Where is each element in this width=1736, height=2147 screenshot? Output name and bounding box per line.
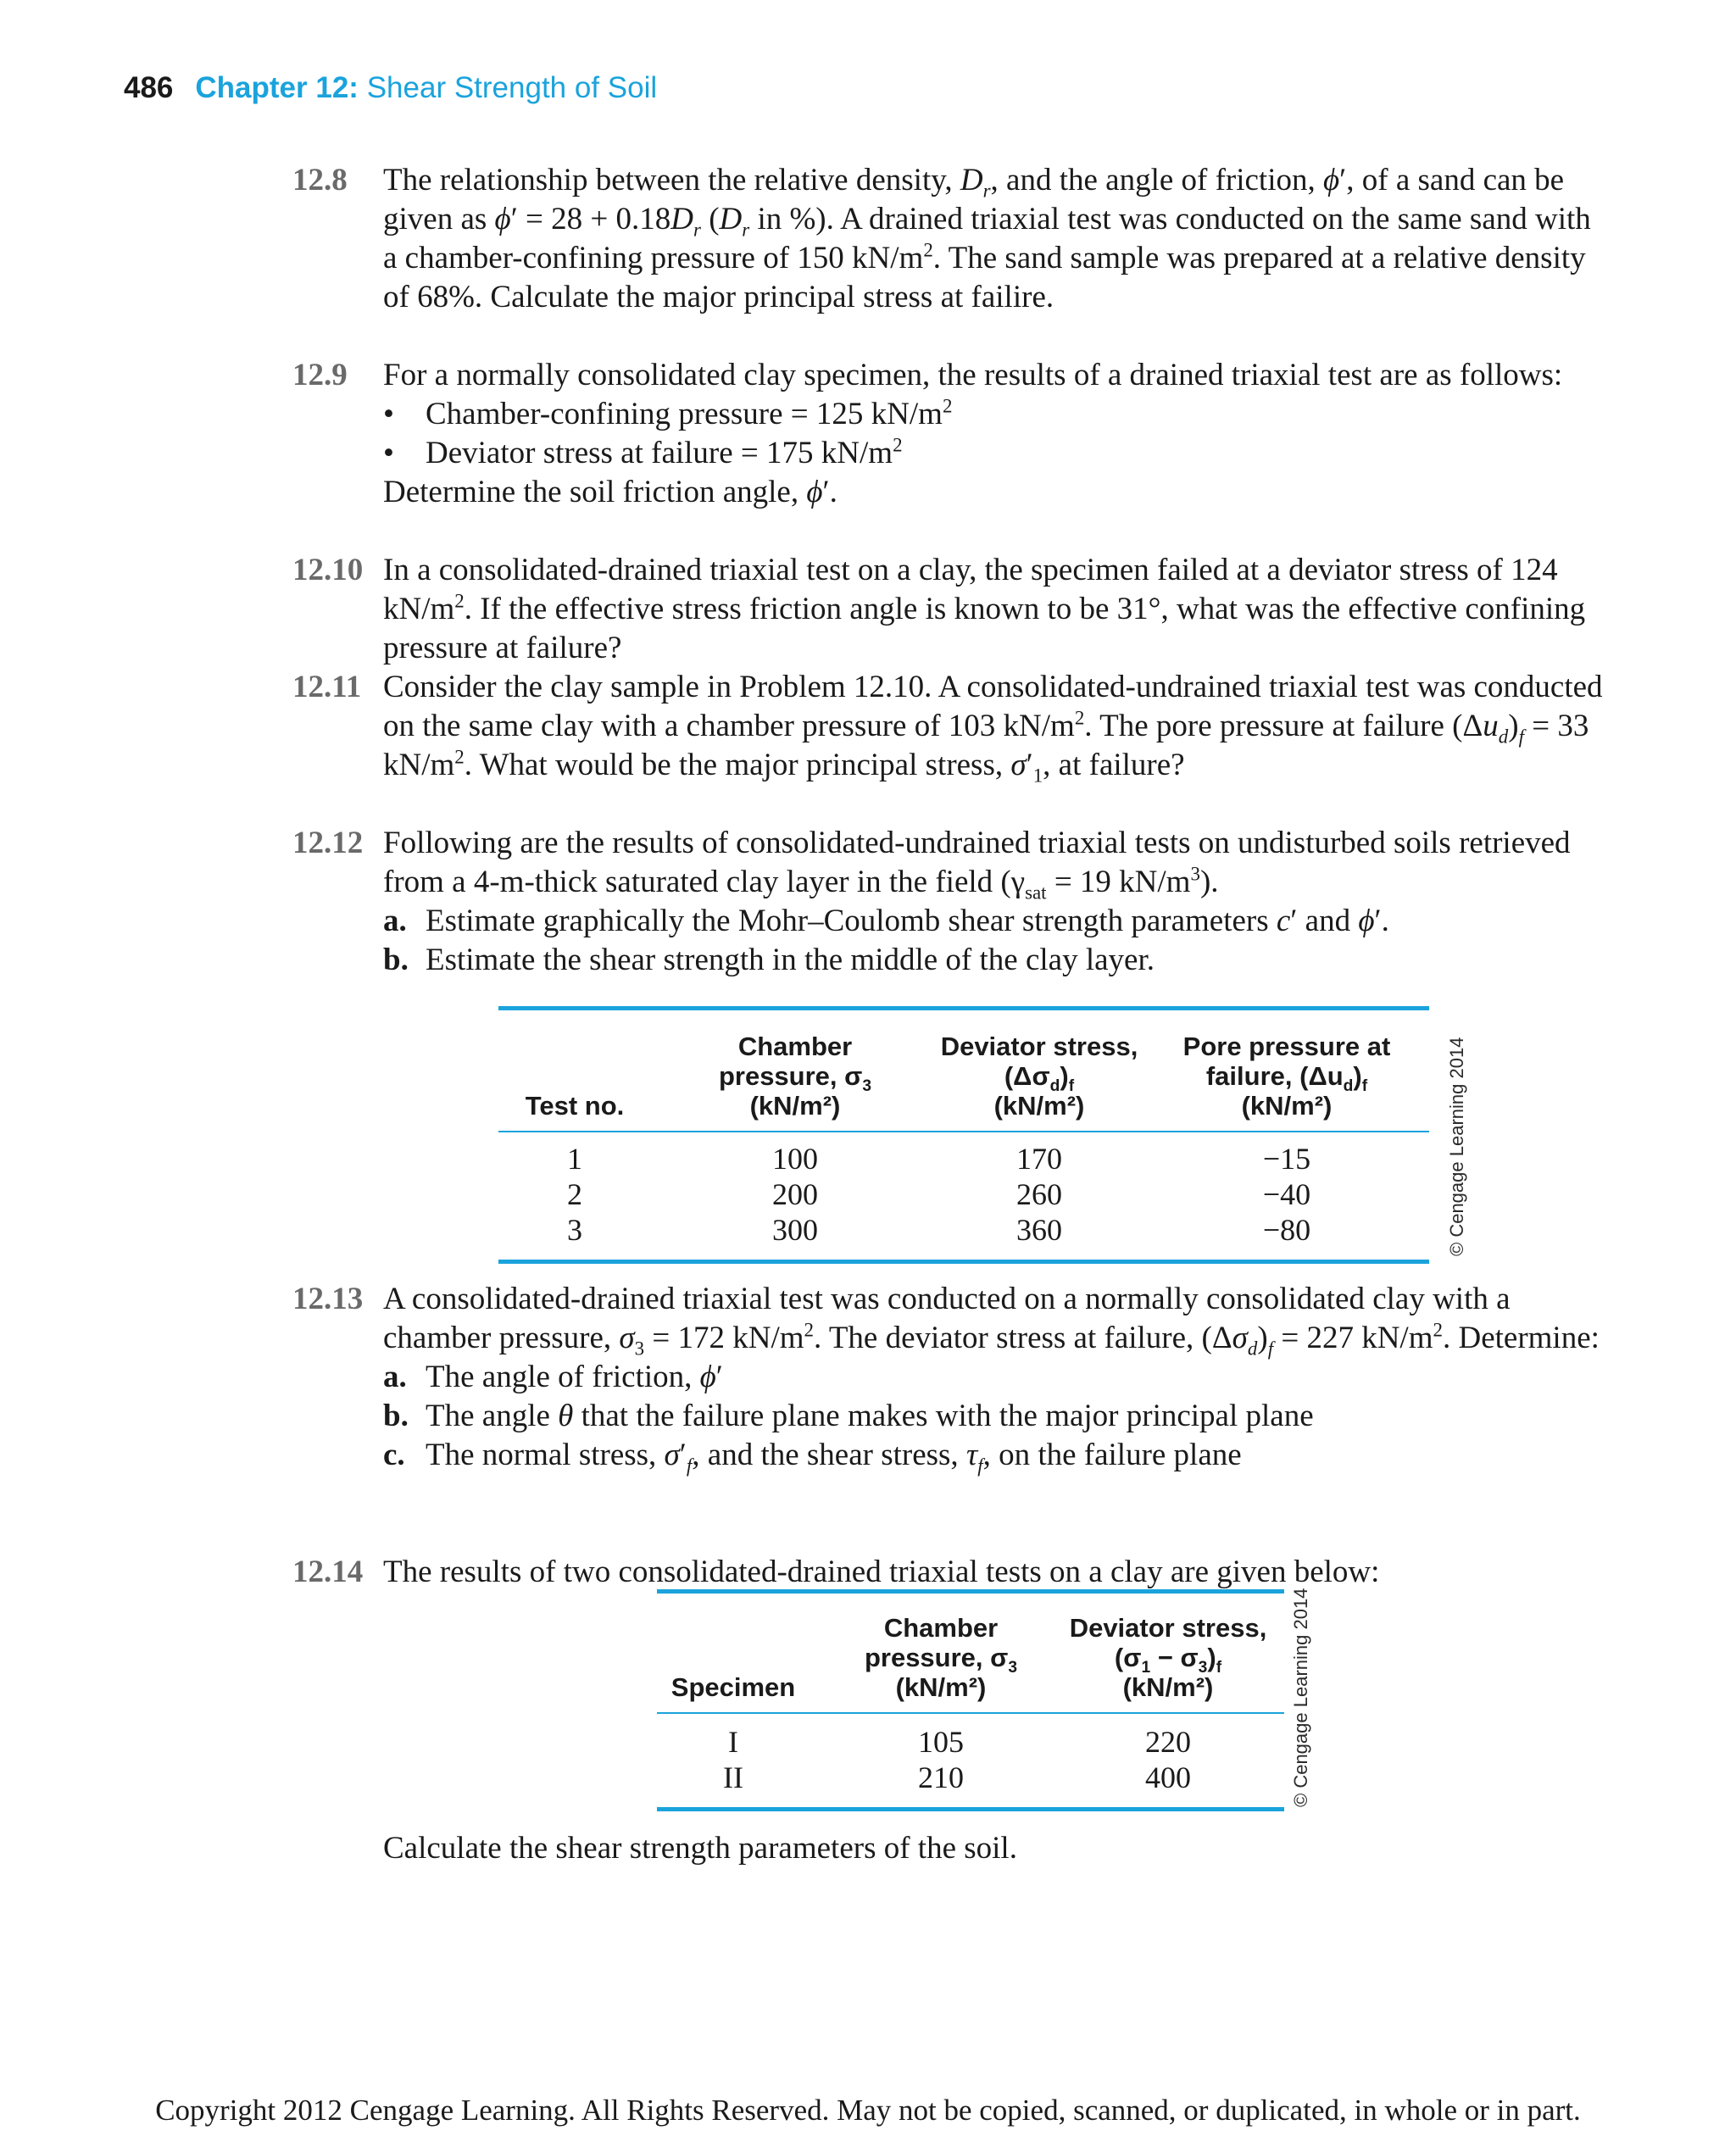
table-body <box>498 1132 1429 1260</box>
table-header <box>657 1594 1284 1714</box>
problem-number: 12.9 <box>292 358 348 392</box>
problem-number: 12.8 <box>292 163 348 197</box>
column-header: Deviator stress, $(\sigma_1 - \sigma_3)_f$ (kN/m²) <box>1069 1613 1267 1702</box>
problem-text: Following are the results of consolidated-undrained triaxial tests on undisturbed soils retrieved from a 4-m-thick saturated clay layer in the field ($\gamma_{sat} = 19$ $kN/m^3$). <box>383 826 1571 904</box>
problem-12-12 <box>292 824 1604 980</box>
table-row: 3 300 360 −80 <box>567 1213 1311 1247</box>
table-row: 2 200 260 −40 <box>567 1177 1311 1211</box>
closing-instruction: Calculate the shear strength parameters of the soil. <box>383 1831 1017 1866</box>
problem-text: The results of two consolidated-drained triaxial tests on a clay are given below: <box>383 1555 1380 1589</box>
column-header: Chamber pressure, $\sigma_3$ (kN/m²) <box>864 1613 1018 1702</box>
list-item: a. Estimate graphically the Mohr–Coulomb shear strength parameters c′ and ϕ′. <box>383 904 1389 938</box>
table-row: II 210 400 <box>723 1760 1191 1794</box>
problem-number: 12.12 <box>292 826 364 860</box>
table-header <box>498 1010 1429 1132</box>
column-header: Deviator stress, $(\Delta\sigma_d)_f$ (kN/m²) <box>940 1032 1138 1121</box>
problem-number: 12.10 <box>292 553 364 587</box>
problem-text: A consolidated-drained triaxial test was conducted on a normally consolidated clay with a chamber pressure, $\sigma_3 = 172$ $kN/m^2$. The deviator stress at failure, $(\Delta\sigma_d)_f = 227$ $kN/m^2$. Determine: <box>383 1282 1600 1360</box>
problem-text: The relationship between the relative density, $D_r$, and the angle of friction, ϕ′, of a sand can be given as $\phi' = 28 + 0.18D_r$ ($D_r$ in %). A drained triaxial test was conducted on the same sand with a chamber-confining pressure of 150 $kN/m^2$. The sand sample was prepared at a relative density of 68%. Calculate the major principal stress at failire. <box>383 163 1591 314</box>
table-row: 1 100 170 −15 <box>567 1142 1311 1176</box>
column-header: Specimen <box>670 1672 796 1702</box>
list-item: b. Estimate the shear strength in the middle of the clay layer. <box>383 943 1155 977</box>
problem-12-11 <box>292 668 1604 787</box>
problem-text: Consider the clay sample in Problem 12.10. A consolidated-undrained triaxial test was conducted on the same clay with a chamber pressure of 103 $kN/m^2$. The pore pressure at failure $(\Delta u_d)_f = 33$ $kN/m^2$. What would be the major principal stress, $\sigma'_1$, at failure? <box>383 670 1603 787</box>
problem-number: 12.14 <box>292 1555 364 1589</box>
list-item: • Chamber-confining pressure = 125 $kN/m^2$ <box>383 395 1604 434</box>
running-header <box>124 71 657 105</box>
list-item: a. The angle of friction, ϕ′ <box>383 1360 723 1394</box>
problem-12-9 <box>292 356 1604 512</box>
problem-number: 12.11 <box>292 670 362 704</box>
problem-number: 12.13 <box>292 1282 364 1316</box>
chapter-label: Chapter 12: <box>195 71 359 104</box>
table-12-12 <box>498 1006 1429 1264</box>
problem-12-13 <box>292 1280 1604 1477</box>
problem-text: For a normally consolidated clay specimen, the results of a drained triaxial test are as follows: <box>383 358 1563 392</box>
list-item: c. The normal stress, $\sigma'_f$, and the shear stress, $\tau_f$, on the failure plane <box>383 1438 1242 1477</box>
list-item: b. The angle θ that the failure plane makes with the major principal plane <box>383 1399 1314 1433</box>
table-row: I 105 220 <box>728 1725 1191 1759</box>
copyright-footer: Copyright 2012 Cengage Learning. All Rights Reserved. May not be copied, scanned, or duplicated, in whole or in part. <box>155 2094 1581 2127</box>
page-number: 486 <box>124 71 174 104</box>
table-12-14 <box>657 1589 1284 1811</box>
problem-12-14 <box>292 1553 1604 1592</box>
list-item: • Deviator stress at failure = 175 $kN/m^2$ <box>383 434 1604 473</box>
column-header: Test no. <box>525 1091 625 1121</box>
problem-12-10 <box>292 551 1604 668</box>
problem-12-8 <box>292 161 1604 317</box>
copyright-credit: © Cengage Learning 2014 <box>1446 1037 1467 1256</box>
chapter-title: Shear Strength of Soil <box>366 71 658 104</box>
problem-question: Determine the soil friction angle, ϕ′. <box>383 475 837 509</box>
column-header: Pore pressure at failure, $(\Delta u_d)_f$ (kN/m²) <box>1182 1032 1391 1121</box>
column-header: Chamber pressure, $\sigma_3$ (kN/m²) <box>718 1032 872 1121</box>
copyright-credit: © Cengage Learning 2014 <box>1290 1588 1311 1807</box>
problem-text: In a consolidated-drained triaxial test on a clay, the specimen failed at a deviator stress of 124 $kN/m^2$. If the effective stress friction angle is known to be 31°, what was the effective confining pressure at failure? <box>383 553 1586 665</box>
table-body <box>657 1714 1284 1807</box>
